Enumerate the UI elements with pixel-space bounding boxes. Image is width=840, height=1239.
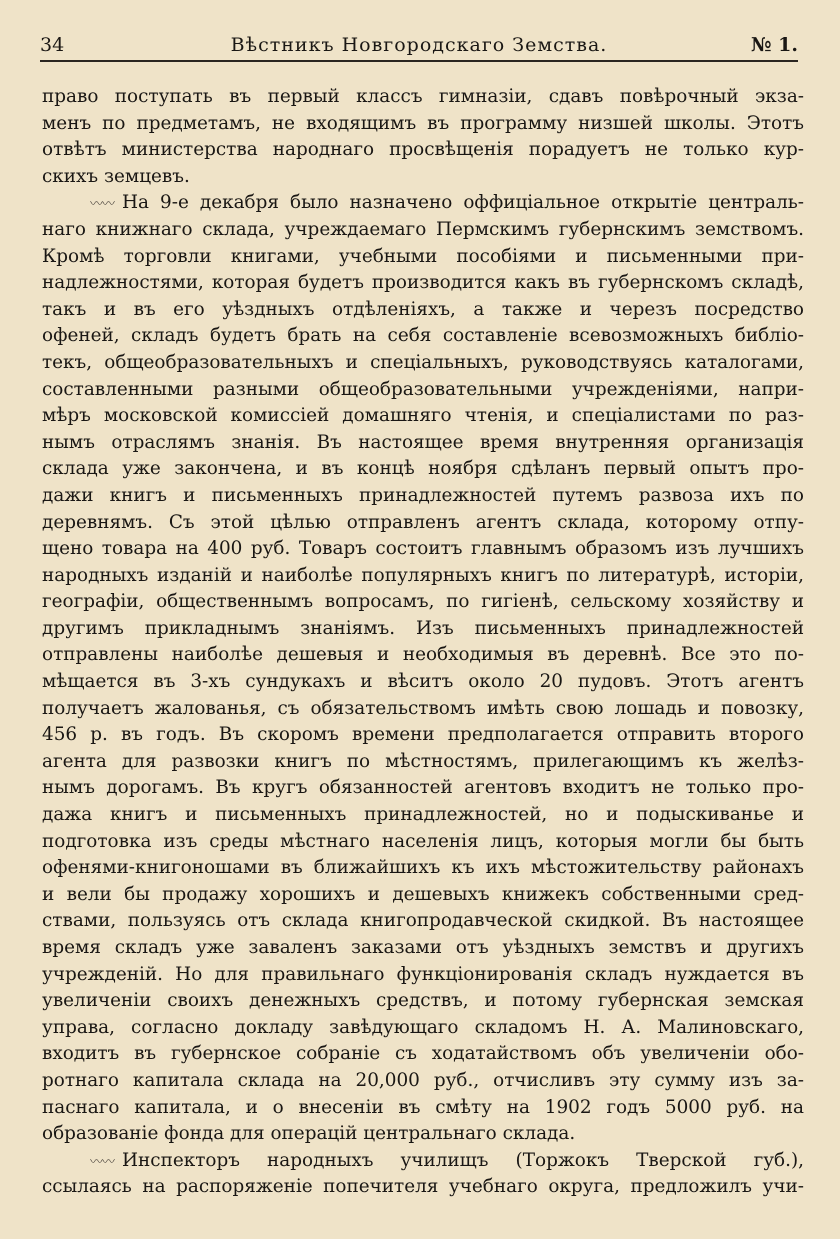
text-line: учрежденій. Но для правильнаго функціонированія складъ нуждается въ xyxy=(42,963,804,985)
text-line: и вели бы продажу хорошихъ и дешевыхъ книжекъ собственными сред- xyxy=(42,883,804,905)
text-line: получаетъ жалованья, съ обязательствомъ имѣть свою лошадь и повозку, xyxy=(42,697,804,719)
text-line: образованіе фонда для операцій центральнаго склада. xyxy=(42,1123,576,1145)
paragraph-start-line xyxy=(42,1148,804,1175)
text-line: дажа книгъ и письменныхъ принадлежностей, но и подыскиванье и xyxy=(42,804,804,826)
paragraph-dash-ornament: 〰〰 xyxy=(90,197,115,213)
text-line: Инспекторъ народныхъ училищъ (Торжокъ Тверской губ.), xyxy=(122,1149,804,1171)
text-line: мѣръ московской комиссіей домашняго чтенія, и спеціалистами по раз- xyxy=(42,405,804,427)
header-rule xyxy=(40,60,798,62)
text-line: деревнямъ. Съ этой цѣлью отправленъ агентъ склада, которому отпу- xyxy=(42,511,804,533)
text-line: офеней, складъ будетъ брать на себя составленіе всевозможныхъ библіо- xyxy=(42,325,804,347)
text-line: увеличеніи своихъ денежныхъ средствъ, и потому губернская земская xyxy=(42,990,804,1012)
text-line: географіи, общественнымъ вопросамъ, по гигіенѣ, сельскому хозяйству и xyxy=(42,591,804,613)
text-line: составленными разными общеобразовательными учрежденіями, напри- xyxy=(42,378,804,400)
text-line: время складъ уже заваленъ заказами отъ уѣздныхъ земствъ и другихъ xyxy=(42,937,804,958)
paragraph-dash-ornament: 〰〰 xyxy=(90,1154,115,1170)
text-line: Кромѣ торговли книгами, учебными пособіями и письменными при- xyxy=(42,245,804,267)
running-header xyxy=(40,30,798,64)
text-line: управа, согласно докладу завѣдующаго складомъ Н. А. Малиновскаго, xyxy=(42,1016,804,1038)
text-line: склада уже закончена, и въ концѣ ноября сдѣланъ первый опытъ про- xyxy=(42,458,804,480)
text-line: подготовка изъ среды мѣстнаго населенія лицъ, которыя могли бы быть xyxy=(42,830,804,852)
text-line: ротнаго капитала склада на 20,000 руб., отчисливъ эту сумму изъ за- xyxy=(42,1069,804,1091)
article-text xyxy=(42,84,804,1201)
text-line: нымъ дорогамъ. Въ кругъ обязанностей агентовъ входитъ не только про- xyxy=(42,777,804,799)
text-line: офенями-книгоношами въ ближайшихъ къ ихъ мѣстожительству районахъ xyxy=(42,857,804,879)
text-line: отвѣтъ министерства народнаго просвѣщенія порадуетъ не только кур- xyxy=(42,139,804,161)
text-line: отправлены наиболѣе дешевыя и необходимыя въ деревнѣ. Все это по- xyxy=(42,644,804,666)
text-line: дажи книгъ и письменныхъ принадлежностей путемъ развоза ихъ по xyxy=(42,484,804,506)
issue-number: № 1. xyxy=(750,34,798,56)
text-line: народныхъ изданій и наиболѣе популярныхъ книгъ по литературѣ, исторіи, xyxy=(42,564,804,586)
text-line: скихъ земцевъ. xyxy=(42,165,190,187)
text-line: право поступать въ первый классъ гимназіи, сдавъ повѣрочный экза- xyxy=(42,86,804,107)
text-line: паснаго капитала, и о внесеніи въ смѣту на 1902 годъ 5000 руб. на xyxy=(42,1096,804,1118)
text-line: щено товара на 400 руб. Товаръ состоитъ главнымъ образомъ изъ лучшихъ xyxy=(42,538,804,560)
text-line: ссылаясь на распоряженіе попечителя учебнаго округа, предложилъ учи- xyxy=(42,1176,804,1198)
text-line: входитъ въ губернское собраніе съ ходатайствомъ объ увеличеніи обо- xyxy=(42,1043,804,1065)
text-line: На 9-е декабря было назначено оффиціальное открытіе централь- xyxy=(122,192,804,214)
text-line: 456 р. въ годъ. Въ скоромъ времени предполагается отправить второго xyxy=(42,724,804,746)
journal-title: Вѣстникъ Новгородскаго Земства. xyxy=(230,34,608,56)
text-line: мѣщается въ 3-хъ сундукахъ и вѣситъ около 20 пудовъ. Этотъ агентъ xyxy=(42,671,804,693)
text-line: наго книжнаго склада, учреждаемаго Пермскимъ губернскимъ земствомъ. xyxy=(42,218,804,240)
text-line: такъ и въ его уѣздныхъ отдѣленіяхъ, а также и черезъ посредство xyxy=(42,298,804,320)
text-line: менъ по предметамъ, не входящимъ въ программу низшей школы. Этотъ xyxy=(42,112,804,134)
text-line: нымъ отраслямъ знанія. Въ настоящее время внутренняя организація xyxy=(42,431,804,453)
text-line: текъ, общеобразовательныхъ и спеціальныхъ, руководствуясь каталогами, xyxy=(42,351,804,373)
text-line: ствами, пользуясь отъ склада книгопродавческой скидкой. Въ настоящее xyxy=(42,910,804,932)
paragraph-start-line xyxy=(42,190,804,217)
text-line: надлежностями, которая будетъ производится какъ въ губернскомъ складѣ, xyxy=(42,272,804,294)
text-line: агента для развозки книгъ по мѣстностямъ, прилегающимъ къ желѣз- xyxy=(42,750,804,772)
text-line: другимъ прикладнымъ знаніямъ. Изъ письменныхъ принадлежностей xyxy=(42,617,804,639)
page-number: 34 xyxy=(40,34,65,56)
